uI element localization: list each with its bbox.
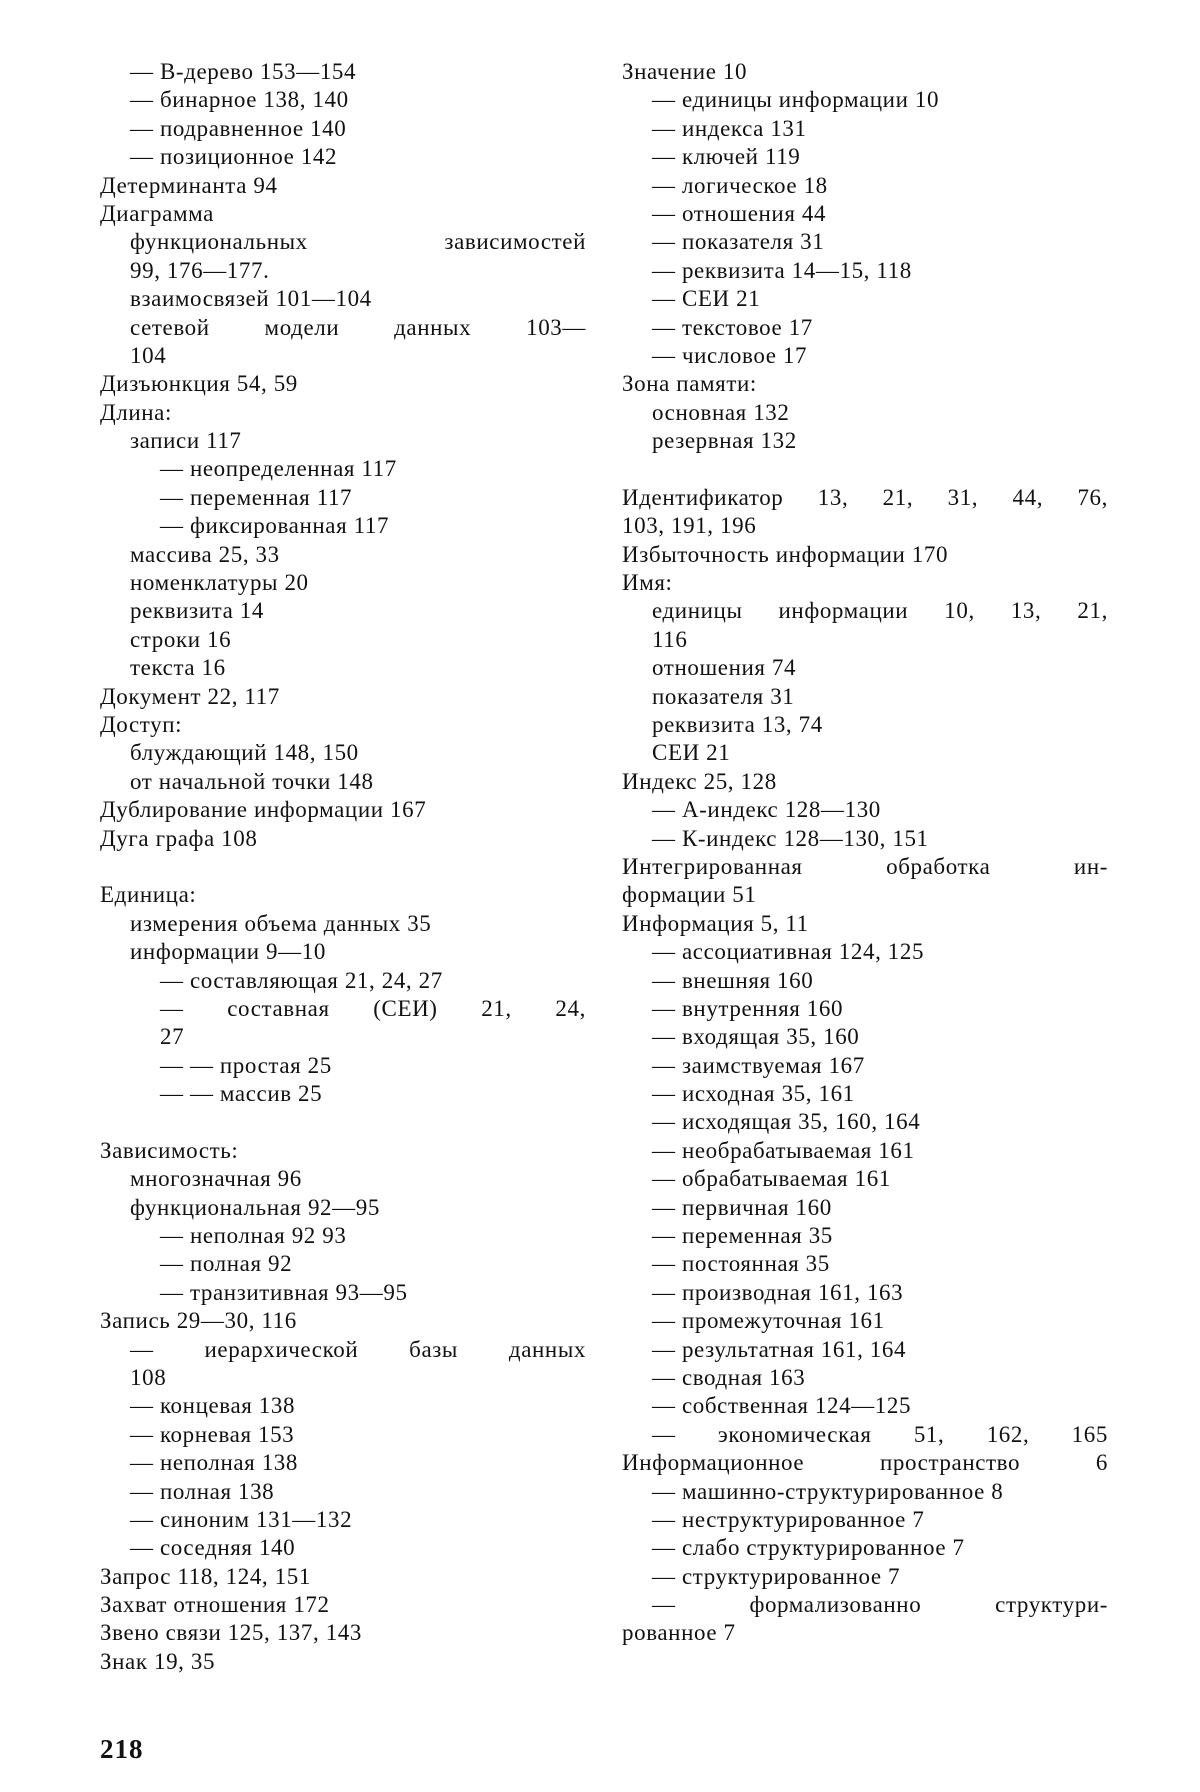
index-entry: Длина: bbox=[100, 399, 172, 425]
index-entry: — В-дерево 153—154 bbox=[130, 59, 357, 84]
index-entry: функциональная 92—95 bbox=[130, 1194, 380, 1220]
index-entry: 99, 176—177. bbox=[130, 257, 270, 283]
index-entry: — составляющая 21, 24, 27 bbox=[160, 967, 443, 993]
index-entry: — внешняя 160 bbox=[652, 967, 814, 993]
index-entry: 116 bbox=[652, 626, 688, 652]
index-entry: записи 117 bbox=[130, 428, 242, 454]
index-entry: — неполная 138 bbox=[130, 1450, 298, 1476]
index-entry: — структурированное 7 bbox=[652, 1563, 901, 1589]
index-entry: — исходящая 35, 160, 164 bbox=[652, 1109, 921, 1135]
index-entry: — исходная 35, 161 bbox=[652, 1081, 855, 1107]
index-entry: Звено связи 125, 137, 143 bbox=[100, 1620, 363, 1646]
index-entry: 108 bbox=[130, 1364, 167, 1390]
index-entry: Имя: bbox=[622, 570, 673, 596]
index-entry: — неопределенная 117 bbox=[160, 456, 397, 482]
index-entry: Информационное пространство 6 bbox=[622, 1450, 1108, 1476]
index-entry: 104 bbox=[130, 342, 167, 368]
index-entry: измерения объема данных 35 bbox=[130, 910, 432, 936]
index-entry: Дуга графа 108 bbox=[100, 825, 258, 851]
index-entry: Зона памяти: bbox=[622, 371, 757, 397]
index-entry: Документ 22, 117 bbox=[100, 683, 280, 709]
index-entry: — слабо структурированное 7 bbox=[652, 1535, 965, 1561]
index-entry: Зависимость: bbox=[100, 1137, 239, 1163]
index-entry: — неполная 92 93 bbox=[160, 1223, 347, 1249]
index-entry: — подравненное 140 bbox=[130, 115, 347, 141]
index-entry: — неструктурированное 7 bbox=[652, 1506, 925, 1532]
index-entry: — заимствуемая 167 bbox=[652, 1052, 865, 1078]
index-entry: — показателя 31 bbox=[652, 229, 825, 255]
index-entry: Доступ: bbox=[100, 711, 183, 737]
index-entry: Дизъюнкция 54, 59 bbox=[100, 371, 298, 397]
index-entry: — логическое 18 bbox=[652, 172, 828, 198]
index-entry: — ключей 119 bbox=[652, 144, 801, 170]
index-entry: — переменная 117 bbox=[160, 484, 353, 510]
index-entry: — полная 92 bbox=[160, 1251, 293, 1277]
index-entry: — экономическая 51, 162, 165 bbox=[652, 1421, 1108, 1447]
index-entry: функциональных зависимостей bbox=[130, 229, 586, 255]
index-entry: — СЕИ 21 bbox=[652, 286, 761, 312]
index-entry: — иерархической базы данных bbox=[130, 1336, 586, 1362]
index-entry: реквизита 14 bbox=[130, 598, 264, 624]
index-entry: — числовое 17 bbox=[652, 342, 808, 368]
index-entry: Захват отношения 172 bbox=[100, 1592, 330, 1618]
index-entry: — позиционное 142 bbox=[130, 144, 338, 170]
index-entry: текста 16 bbox=[130, 655, 226, 681]
section-gap bbox=[622, 455, 1108, 483]
index-entry: рованное 7 bbox=[622, 1620, 736, 1646]
index-entry: Единица: bbox=[100, 882, 197, 908]
index-entry: — — простая 25 bbox=[160, 1052, 332, 1078]
index-entry: Идентификатор 13, 21, 31, 44, 76, bbox=[622, 484, 1108, 510]
index-entry: — собственная 124—125 bbox=[652, 1393, 912, 1419]
index-entry: — транзитивная 93—95 bbox=[160, 1279, 408, 1305]
index-entry: многозначная 96 bbox=[130, 1166, 302, 1192]
section-gap bbox=[100, 1108, 586, 1136]
index-entry: Запись 29—30, 116 bbox=[100, 1308, 297, 1334]
index-entry: — индекса 131 bbox=[652, 115, 807, 141]
index-entry: Информация 5, 11 bbox=[622, 910, 809, 936]
index-entry: формации 51 bbox=[622, 882, 757, 908]
index-entry: Значение 10 bbox=[622, 59, 748, 84]
index-entry: резервная 132 bbox=[652, 428, 797, 454]
index-entry: — обрабатываемая 161 bbox=[652, 1166, 891, 1192]
index-entry: Запрос 118, 124, 151 bbox=[100, 1563, 311, 1589]
index-entry: — фиксированная 117 bbox=[160, 513, 390, 539]
index-entry: Знак 19, 35 bbox=[100, 1648, 216, 1674]
index-entry: сетевой модели данных 103— bbox=[130, 314, 586, 340]
index-entry: строки 16 bbox=[130, 626, 232, 652]
index-entry: от начальной точки 148 bbox=[130, 768, 374, 794]
index-entry: Индекс 25, 128 bbox=[622, 768, 777, 794]
index-entry: — отношения 44 bbox=[652, 200, 827, 226]
index-entry: — концевая 138 bbox=[130, 1393, 296, 1419]
index-entry: — бинарное 138, 140 bbox=[130, 87, 349, 113]
section-gap bbox=[100, 853, 586, 881]
index-entry: — промежуточная 161 bbox=[652, 1308, 885, 1334]
index-entry: 103, 191, 196 bbox=[622, 513, 757, 539]
index-entry: — текстовое 17 bbox=[652, 314, 813, 340]
index-entry: — К-индекс 128—130, 151 bbox=[652, 825, 929, 851]
index-entry: — внутренняя 160 bbox=[652, 995, 844, 1021]
index-entry: — синоним 131—132 bbox=[130, 1506, 353, 1532]
index-entry: показателя 31 bbox=[652, 683, 795, 709]
index-entry: — необрабатываемая 161 bbox=[652, 1137, 915, 1163]
index-entry: — входящая 35, 160 bbox=[652, 1024, 860, 1050]
index-entry: — ассоциативная 124, 125 bbox=[652, 939, 925, 965]
index-entry: Интегрированная обработка ин- bbox=[622, 853, 1108, 879]
index-entry: — переменная 35 bbox=[652, 1223, 833, 1249]
index-entry: реквизита 13, 74 bbox=[652, 711, 823, 737]
index-entry: — единицы информации 10 bbox=[652, 87, 940, 113]
index-entry: 27 bbox=[160, 1024, 185, 1050]
index-entry: отношения 74 bbox=[652, 655, 797, 681]
index-entry: — полная 138 bbox=[130, 1478, 275, 1504]
index-entry: — — массив 25 bbox=[160, 1081, 323, 1107]
index-entry: — постоянная 35 bbox=[652, 1251, 830, 1277]
index-entry: — формализованно структури- bbox=[652, 1592, 1108, 1618]
index-entry: Детерминанта 94 bbox=[100, 172, 278, 198]
index-entry: — результатная 161, 164 bbox=[652, 1336, 907, 1362]
index-entry: Диаграмма bbox=[100, 200, 214, 226]
index-entry: — сводная 163 bbox=[652, 1364, 806, 1390]
index-entry: номенклатуры 20 bbox=[130, 570, 309, 596]
page-number: 218 bbox=[100, 1734, 144, 1764]
index-entry: блуждающий 148, 150 bbox=[130, 740, 359, 766]
index-entry: — первичная 160 bbox=[652, 1194, 832, 1220]
index-entry: единицы информации 10, 13, 21, bbox=[652, 598, 1108, 624]
index-entry: — корневая 153 bbox=[130, 1421, 295, 1447]
index-entry: — реквизита 14—15, 118 bbox=[652, 257, 912, 283]
index-entry: информации 9—10 bbox=[130, 939, 326, 965]
index-entry: — составная (СЕИ) 21, 24, bbox=[160, 995, 586, 1021]
index-entry: взаимосвязей 101—104 bbox=[130, 286, 372, 312]
index-entry: СЕИ 21 bbox=[652, 740, 731, 766]
index-entry: основная 132 bbox=[652, 399, 790, 425]
index-entry: — машинно-структурированное 8 bbox=[652, 1478, 1004, 1504]
index-entry: — производная 161, 163 bbox=[652, 1279, 904, 1305]
index-entry: Дублирование информации 167 bbox=[100, 797, 427, 823]
index-entry: — соседняя 140 bbox=[130, 1535, 296, 1561]
left-index-column bbox=[100, 58, 586, 1676]
right-index-column bbox=[622, 58, 1108, 1648]
index-entry: массива 25, 33 bbox=[130, 541, 280, 567]
index-entry: — А-индекс 128—130 bbox=[652, 797, 881, 823]
index-entry: Избыточность информации 170 bbox=[622, 541, 949, 567]
